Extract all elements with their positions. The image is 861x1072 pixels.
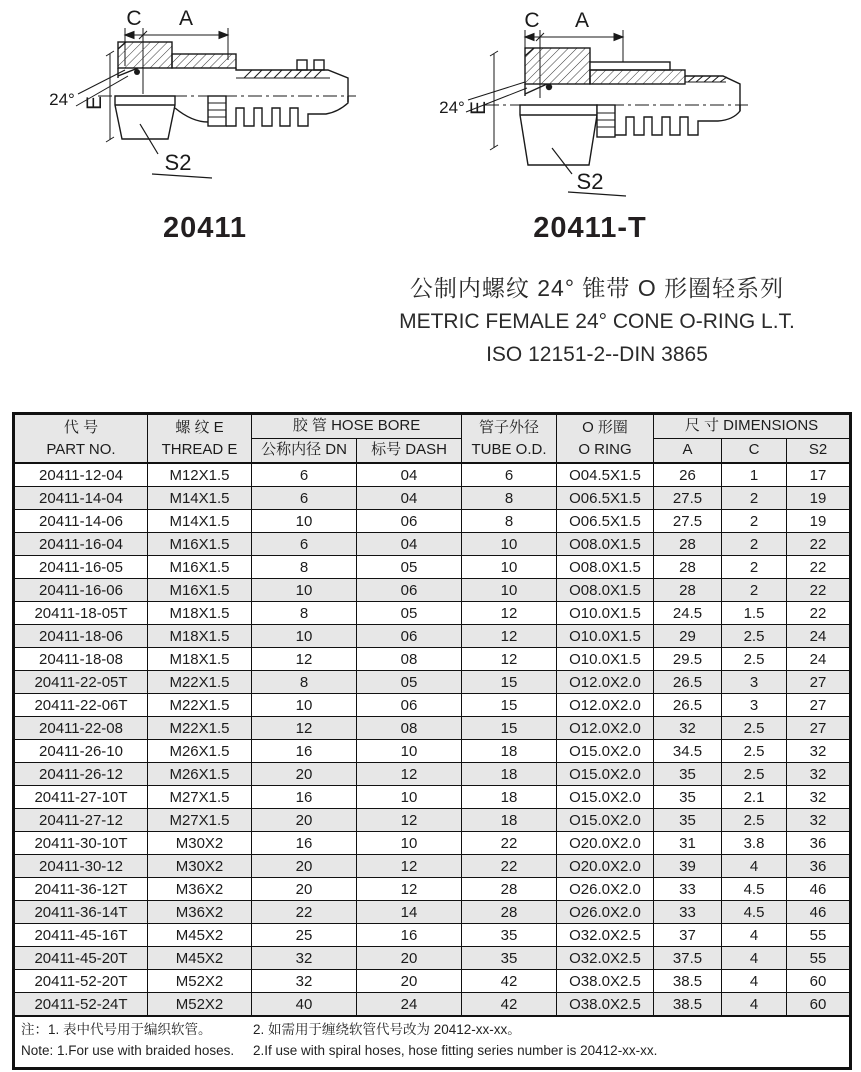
table-row [14, 694, 851, 717]
cell: 10 [462, 579, 557, 602]
cell: 24 [787, 648, 851, 671]
header-hose-bore: 胶 管 HOSE BORE [252, 414, 462, 439]
note-zh-2: 2. 如需用于缠绕软管代号改为 20412-xx-xx。 [253, 1022, 521, 1037]
cell: 10 [462, 533, 557, 556]
table-row [14, 901, 851, 924]
cell: 15 [462, 717, 557, 740]
dim-label-e: E [83, 95, 106, 111]
cell: O32.0X2.5 [557, 924, 654, 947]
table-row [14, 625, 851, 648]
cell: 20411-45-20T [14, 947, 148, 970]
cell: 15 [462, 671, 557, 694]
note-en-1: Note: 1.For use with braided hoses. [21, 1042, 235, 1058]
table-row [14, 487, 851, 510]
cell: 2 [722, 533, 787, 556]
cell: M18X1.5 [148, 625, 252, 648]
cell: 10 [252, 625, 357, 648]
table-row [14, 740, 851, 763]
cell: 22 [462, 855, 557, 878]
cell: 60 [787, 993, 851, 1017]
fitting-body-section [118, 42, 348, 102]
cell: 2.5 [722, 763, 787, 786]
cell: 20 [357, 970, 462, 993]
note-en-2: 2.If use with spiral hoses, hose fitting series number is 20412-xx-xx. [253, 1042, 658, 1058]
o-ring-dot [546, 84, 552, 90]
cell: M26X1.5 [148, 740, 252, 763]
table-row [14, 579, 851, 602]
cell: 24 [787, 625, 851, 648]
table-row [14, 763, 851, 786]
cell: 35 [654, 786, 722, 809]
cell: 40 [252, 993, 357, 1017]
cell: 35 [462, 947, 557, 970]
table-row [14, 602, 851, 625]
header-o-ring-zh: O 形圈 [582, 418, 628, 436]
cell: 28 [462, 878, 557, 901]
header-dimensions: 尺 寸 DIMENSIONS [654, 414, 851, 439]
cell: M36X2 [148, 878, 252, 901]
angle-label: 24° [49, 90, 75, 109]
cell: 26.5 [654, 671, 722, 694]
table-row [14, 786, 851, 809]
cell: 12 [462, 625, 557, 648]
cell: 22 [252, 901, 357, 924]
heading-standard: ISO 12151-2--DIN 3865 [486, 343, 708, 366]
notes [21, 1020, 849, 1062]
cell: 32 [654, 717, 722, 740]
cell: M27X1.5 [148, 809, 252, 832]
cell: M22X1.5 [148, 717, 252, 740]
cell: 42 [462, 970, 557, 993]
cell: 32 [787, 786, 851, 809]
cell: 20411-27-10T [14, 786, 148, 809]
cell: 19 [787, 510, 851, 533]
header-part-no [14, 414, 148, 464]
cell: O38.0X2.5 [557, 970, 654, 993]
cell: 4 [722, 855, 787, 878]
cell: M27X1.5 [148, 786, 252, 809]
s2-label: S2 [576, 169, 604, 194]
cell: 16 [357, 924, 462, 947]
cell: 20 [252, 878, 357, 901]
cell: O06.5X1.5 [557, 487, 654, 510]
cell: M18X1.5 [148, 602, 252, 625]
cell: 12 [357, 809, 462, 832]
fitting-body-section [525, 48, 740, 111]
cell: 2.5 [722, 717, 787, 740]
cell: 37.5 [654, 947, 722, 970]
cell: 34.5 [654, 740, 722, 763]
cell: 20411-30-12 [14, 855, 148, 878]
table-row [14, 832, 851, 855]
cell: 12 [357, 763, 462, 786]
cell: O12.0X2.0 [557, 717, 654, 740]
cell: 8 [462, 487, 557, 510]
cell: 32 [787, 740, 851, 763]
cell: 08 [357, 648, 462, 671]
cell: 33 [654, 878, 722, 901]
header-thread-zh: 螺 纹 E [175, 418, 224, 436]
cell: 22 [462, 832, 557, 855]
cell: 20411-22-06T [14, 694, 148, 717]
cell: 2.5 [722, 740, 787, 763]
notes-cell [14, 1016, 851, 1068]
cell: O26.0X2.0 [557, 878, 654, 901]
cell: 55 [787, 924, 851, 947]
cell: 32 [787, 763, 851, 786]
table-row [14, 970, 851, 993]
spec-table [12, 412, 852, 1070]
s2-label: S2 [164, 150, 192, 175]
cell: 20411-18-08 [14, 648, 148, 671]
cell: 20411-36-12T [14, 878, 148, 901]
cell: 2 [722, 556, 787, 579]
cell: 32 [252, 970, 357, 993]
hose-barb-ribs [615, 105, 740, 135]
cell: 20411-16-04 [14, 533, 148, 556]
cell: M22X1.5 [148, 694, 252, 717]
cell: 26 [654, 463, 722, 487]
cell: O26.0X2.0 [557, 901, 654, 924]
cell: 06 [357, 625, 462, 648]
cell: O10.0X1.5 [557, 625, 654, 648]
heading-en: METRIC FEMALE 24° CONE O-RING L.T. [399, 310, 795, 333]
cell: 20411-22-08 [14, 717, 148, 740]
cell: 08 [357, 717, 462, 740]
cell: M16X1.5 [148, 579, 252, 602]
cell: 12 [357, 855, 462, 878]
cell: M30X2 [148, 832, 252, 855]
cell: 60 [787, 970, 851, 993]
cell: 35 [654, 809, 722, 832]
table-row [14, 993, 851, 1017]
cell: 20411-16-06 [14, 579, 148, 602]
cell: 20411-16-05 [14, 556, 148, 579]
cell: 10 [252, 694, 357, 717]
cell: 8 [252, 556, 357, 579]
cell: M18X1.5 [148, 648, 252, 671]
cell: 28 [654, 533, 722, 556]
hose-barb-ribs [226, 96, 348, 126]
table-row [14, 947, 851, 970]
header-dim-c: C [722, 439, 787, 464]
cell: 28 [654, 579, 722, 602]
cell: 22 [787, 533, 851, 556]
cell: 38.5 [654, 970, 722, 993]
cell: 20 [252, 809, 357, 832]
cell: 2 [722, 487, 787, 510]
cell: 20 [252, 763, 357, 786]
cell: 20411-18-05T [14, 602, 148, 625]
cell: O06.5X1.5 [557, 510, 654, 533]
cell: M52X2 [148, 993, 252, 1017]
header-tube-od-zh: 管子外径 [478, 418, 539, 436]
table-row [14, 878, 851, 901]
cell: M12X1.5 [148, 463, 252, 487]
cell: 27.5 [654, 510, 722, 533]
cell: 20411-45-16T [14, 924, 148, 947]
cell: 20 [357, 947, 462, 970]
cell: 05 [357, 556, 462, 579]
table-row [14, 510, 851, 533]
cell: 14 [357, 901, 462, 924]
cell: 04 [357, 463, 462, 487]
cell: M30X2 [148, 855, 252, 878]
cell: 2 [722, 510, 787, 533]
cell: O15.0X2.0 [557, 740, 654, 763]
cell: O08.0X1.5 [557, 579, 654, 602]
cell: 18 [462, 763, 557, 786]
fitting-drawing-20411T [430, 8, 750, 218]
cell: 36 [787, 855, 851, 878]
dim-label-c: C [524, 9, 540, 32]
cell: 25 [252, 924, 357, 947]
cell: 2.5 [722, 625, 787, 648]
drawing-title-20411: 20411 [162, 212, 248, 244]
cell: 22 [787, 579, 851, 602]
header-thread-en: THREAD E [161, 440, 238, 458]
header-tube-od-en: TUBE O.D. [471, 440, 547, 458]
cell: 38.5 [654, 993, 722, 1017]
table-row [14, 463, 851, 487]
cell: 06 [357, 579, 462, 602]
hex-nut [520, 105, 615, 165]
cell: 16 [252, 832, 357, 855]
cell: 35 [462, 924, 557, 947]
cell: 15 [462, 694, 557, 717]
header-part-no-en: PART NO. [46, 440, 116, 458]
cell: 6 [252, 533, 357, 556]
cell: O08.0X1.5 [557, 556, 654, 579]
header-tube-od [462, 414, 557, 464]
table-header [14, 414, 851, 464]
cell: 20411-52-20T [14, 970, 148, 993]
cell: 19 [787, 487, 851, 510]
table-row [14, 717, 851, 740]
cell: O04.5X1.5 [557, 463, 654, 487]
cell: 27 [787, 671, 851, 694]
cell: 20411-14-06 [14, 510, 148, 533]
cell: 2.5 [722, 648, 787, 671]
cell: 05 [357, 671, 462, 694]
cell: 3.8 [722, 832, 787, 855]
cell: 2.5 [722, 809, 787, 832]
table-row [14, 809, 851, 832]
cell: 10 [252, 579, 357, 602]
table-row [14, 648, 851, 671]
cell: 27.5 [654, 487, 722, 510]
cell: O10.0X1.5 [557, 648, 654, 671]
header-dim-a: A [654, 439, 722, 464]
cell: O15.0X2.0 [557, 809, 654, 832]
cell: M52X2 [148, 970, 252, 993]
cell: 20411-12-04 [14, 463, 148, 487]
cell: 20411-18-06 [14, 625, 148, 648]
cell: 06 [357, 510, 462, 533]
table-footer [14, 1016, 851, 1068]
cell: 20411-26-10 [14, 740, 148, 763]
cell: 18 [462, 809, 557, 832]
cell: O20.0X2.0 [557, 832, 654, 855]
cell: O15.0X2.0 [557, 763, 654, 786]
cell: O20.0X2.0 [557, 855, 654, 878]
cell: 12 [357, 878, 462, 901]
cell: 4 [722, 970, 787, 993]
cell: 31 [654, 832, 722, 855]
header-part-no-zh: 代 号 [63, 418, 99, 436]
tail-serrations [688, 76, 727, 82]
header-dim-s2: S2 [787, 439, 851, 464]
cell: O10.0X1.5 [557, 602, 654, 625]
cell: 17 [787, 463, 851, 487]
cell: 04 [357, 533, 462, 556]
cell: 2.1 [722, 786, 787, 809]
cell: 20411-26-12 [14, 763, 148, 786]
cell: 20411-27-12 [14, 809, 148, 832]
cell: M22X1.5 [148, 671, 252, 694]
angle-label: 24° [439, 98, 465, 117]
cell: 20411-30-10T [14, 832, 148, 855]
cell: O15.0X2.0 [557, 786, 654, 809]
cell: 4 [722, 993, 787, 1017]
table-row [14, 556, 851, 579]
cell: M16X1.5 [148, 556, 252, 579]
drawing-title-20411T: 20411-T [533, 212, 647, 244]
cell: 46 [787, 901, 851, 924]
tail-serrations [244, 70, 322, 78]
header-thread [148, 414, 252, 464]
cell: 8 [252, 602, 357, 625]
dim-label-a: A [178, 8, 194, 30]
cell: 8 [252, 671, 357, 694]
cell: O12.0X2.0 [557, 671, 654, 694]
cell: 10 [462, 556, 557, 579]
cell: 26.5 [654, 694, 722, 717]
header-dash: 标号 DASH [357, 439, 462, 464]
header-o-ring [557, 414, 654, 464]
table-body [14, 463, 851, 1016]
heading-zh: 公制内螺纹 24° 锥带 O 形圈轻系列 [409, 275, 785, 301]
cell: M14X1.5 [148, 487, 252, 510]
cell: 4.5 [722, 901, 787, 924]
cell: 3 [722, 671, 787, 694]
cell: 05 [357, 602, 462, 625]
cell: 12 [462, 648, 557, 671]
cell: 32 [787, 809, 851, 832]
o-ring-dot [134, 69, 140, 75]
cell: 12 [252, 717, 357, 740]
cell: 55 [787, 947, 851, 970]
cell: 1.5 [722, 602, 787, 625]
cell: 10 [252, 510, 357, 533]
cell: 20411-22-05T [14, 671, 148, 694]
cell: 8 [462, 510, 557, 533]
cell: 29.5 [654, 648, 722, 671]
table-row [14, 533, 851, 556]
hex-nut [115, 96, 226, 139]
cell: M16X1.5 [148, 533, 252, 556]
cell: M36X2 [148, 901, 252, 924]
cell: 4 [722, 947, 787, 970]
cell: 1 [722, 463, 787, 487]
cell: 16 [252, 786, 357, 809]
cell: 32 [252, 947, 357, 970]
cell: 28 [462, 901, 557, 924]
cell: 20411-36-14T [14, 901, 148, 924]
dim-label-c: C [126, 8, 142, 30]
cell: 12 [252, 648, 357, 671]
cell: M26X1.5 [148, 763, 252, 786]
cell: O08.0X1.5 [557, 533, 654, 556]
cell: 37 [654, 924, 722, 947]
cell: 4.5 [722, 878, 787, 901]
cell: 04 [357, 487, 462, 510]
cell: 16 [252, 740, 357, 763]
cell: 10 [357, 740, 462, 763]
cell: M45X2 [148, 947, 252, 970]
table-row [14, 671, 851, 694]
cell: 6 [462, 463, 557, 487]
cell: 39 [654, 855, 722, 878]
cell: 18 [462, 740, 557, 763]
cell: 18 [462, 786, 557, 809]
cell: M45X2 [148, 924, 252, 947]
header-dn: 公称内径 DN [252, 439, 357, 464]
cell: 24.5 [654, 602, 722, 625]
cell: 46 [787, 878, 851, 901]
cell: 12 [462, 602, 557, 625]
cell: 36 [787, 832, 851, 855]
table-row [14, 924, 851, 947]
cell: 4 [722, 924, 787, 947]
cell: 6 [252, 463, 357, 487]
cell: 24 [357, 993, 462, 1017]
cell: O32.0X2.5 [557, 947, 654, 970]
cell: 33 [654, 901, 722, 924]
cell: O38.0X2.5 [557, 993, 654, 1017]
cell: 2 [722, 579, 787, 602]
cell: 10 [357, 832, 462, 855]
cell: 27 [787, 717, 851, 740]
cell: 10 [357, 786, 462, 809]
cell: 29 [654, 625, 722, 648]
cell: 20411-14-04 [14, 487, 148, 510]
cell: 42 [462, 993, 557, 1017]
cell: 27 [787, 694, 851, 717]
cell: 6 [252, 487, 357, 510]
cell: 35 [654, 763, 722, 786]
cell: 22 [787, 556, 851, 579]
cell: 3 [722, 694, 787, 717]
cell: O12.0X2.0 [557, 694, 654, 717]
dim-label-a: A [574, 9, 590, 32]
series-heading [297, 272, 861, 371]
cell: 22 [787, 602, 851, 625]
cell: 20411-52-24T [14, 993, 148, 1017]
table-row [14, 855, 851, 878]
cell: M14X1.5 [148, 510, 252, 533]
cell: 20 [252, 855, 357, 878]
fitting-drawing-20411 [40, 8, 370, 213]
header-o-ring-en: O RING [578, 440, 632, 458]
dim-label-e: E [467, 100, 490, 116]
cell: 28 [654, 556, 722, 579]
cell: 06 [357, 694, 462, 717]
note-zh-1: 注：1. 表中代号用于编织软管。 [21, 1022, 212, 1037]
